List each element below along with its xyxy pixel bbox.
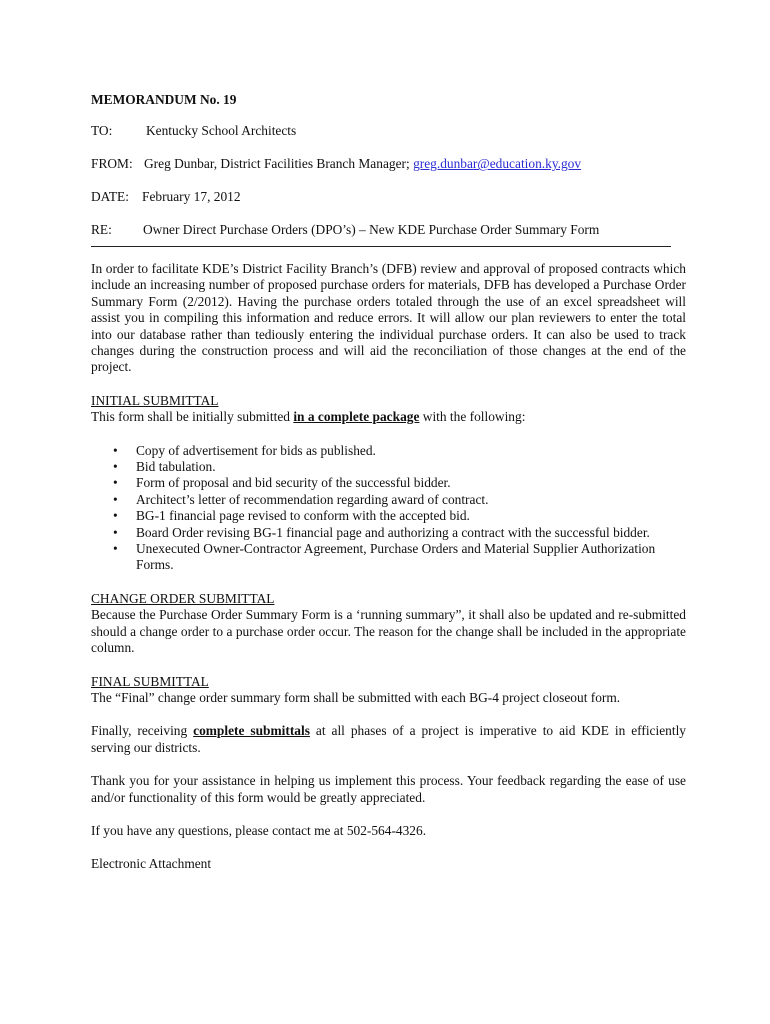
initial-heading: INITIAL SUBMITTAL	[91, 392, 219, 408]
bullet-icon: •	[113, 442, 118, 458]
from-value	[144, 156, 581, 172]
attachment-note: Electronic Attachment	[91, 856, 212, 872]
finally-post: at all phases of a project is imperative to aid KDE in efficiently serving our districts.	[91, 723, 686, 755]
bullet-icon: •	[113, 524, 118, 540]
list-item	[91, 525, 686, 541]
re-line	[91, 222, 686, 238]
final-heading: FINAL SUBMITTAL	[91, 673, 209, 689]
initial-text-post: with the following:	[419, 409, 526, 425]
email-link[interactable]: greg.dunbar@education.ky.gov	[413, 156, 582, 172]
to-line	[91, 123, 686, 139]
list-item-text: Form of proposal and bid security of the successful bidder.	[136, 475, 451, 491]
to-label: TO:	[91, 123, 113, 139]
re-label: RE:	[91, 222, 112, 238]
list-item	[91, 508, 686, 524]
thanks-paragraph: Thank you for your assistance in helping us implement this process. Your feedback regarding the ease of use and/or functionality of this form would be greatly appreciated.	[91, 773, 686, 805]
list-item-text: Copy of advertisement for bids as published.	[136, 442, 376, 458]
list-item-text: BG-1 financial page revised to conform with the accepted bid.	[136, 508, 470, 524]
list-item	[91, 443, 686, 459]
initial-section	[91, 393, 686, 426]
list-item-text: Unexecuted Owner-Contractor Agreement, Purchase Orders and Material Supplier Authorization Forms.	[136, 541, 656, 573]
bullet-icon: •	[113, 459, 118, 475]
final-text: The “Final” change order summary form shall be submitted with each BG-4 project closeout form.	[91, 689, 621, 705]
requirements-list	[91, 443, 686, 574]
bullet-icon: •	[113, 508, 118, 524]
re-value: Owner Direct Purchase Orders (DPO’s) – New KDE Purchase Order Summary Form	[143, 222, 600, 238]
initial-text	[91, 409, 686, 425]
initial-emphasis: in a complete package	[293, 409, 420, 425]
list-item-text: Board Order revising BG-1 financial page and authorizing a contract with the successful bidder.	[136, 524, 650, 540]
intro-paragraph: In order to facilitate KDE’s District Facility Branch’s (DFB) review and approval of proposed contracts which include an increasing number of proposed purchase orders for materials, DFB has developed a Purchase Order Summary Form (2/2012). Having the purchase orders totaled through the use of an excel spreadsheet will assist you in compiling this information and reduce errors. It will allow our plan reviewers to enter the total into our database rather than tediously entering the individual purchase orders. It can also be used to track changes during the construction process and will aid the reconciliation of those changes at the end of the project.	[91, 260, 686, 375]
list-item-text: Bid tabulation.	[136, 459, 216, 475]
to-value: Kentucky School Architects	[146, 123, 297, 139]
finally-emphasis: complete submittals	[193, 723, 310, 739]
header-divider	[91, 246, 671, 247]
final-section	[91, 674, 686, 707]
initial-text-pre: This form shall be initially submitted	[91, 409, 294, 425]
list-item	[91, 492, 686, 508]
memo-title: MEMORANDUM No. 19	[91, 92, 237, 107]
from-line	[91, 156, 686, 172]
list-item	[91, 475, 686, 491]
list-item-text: Architect’s letter of recommendation regarding award of contract.	[136, 491, 489, 507]
bullet-icon: •	[113, 541, 118, 557]
list-item	[91, 541, 686, 574]
from-label: FROM:	[91, 156, 133, 172]
finally-pre: Finally, receiving	[91, 723, 194, 739]
change-order-heading: CHANGE ORDER SUBMITTAL	[91, 590, 275, 606]
date-label: DATE:	[91, 189, 129, 205]
change-order-text: Because the Purchase Order Summary Form is a ‘running summary”, it shall also be updated and re-submitted should a change order to a purchase order occur. The reason for the change shall be included in the appropriate column.	[91, 607, 686, 656]
memo-page	[91, 92, 686, 873]
questions-paragraph: If you have any questions, please contact me at 502-564-4326.	[91, 822, 427, 838]
list-item	[91, 459, 686, 475]
date-value: February 17, 2012	[142, 189, 241, 205]
from-name: Greg Dunbar, District Facilities Branch Manager;	[144, 156, 414, 172]
bullet-icon: •	[113, 491, 118, 507]
change-order-section	[91, 591, 686, 657]
date-line	[91, 189, 686, 205]
bullet-icon: •	[113, 475, 118, 491]
finally-paragraph	[91, 723, 686, 756]
